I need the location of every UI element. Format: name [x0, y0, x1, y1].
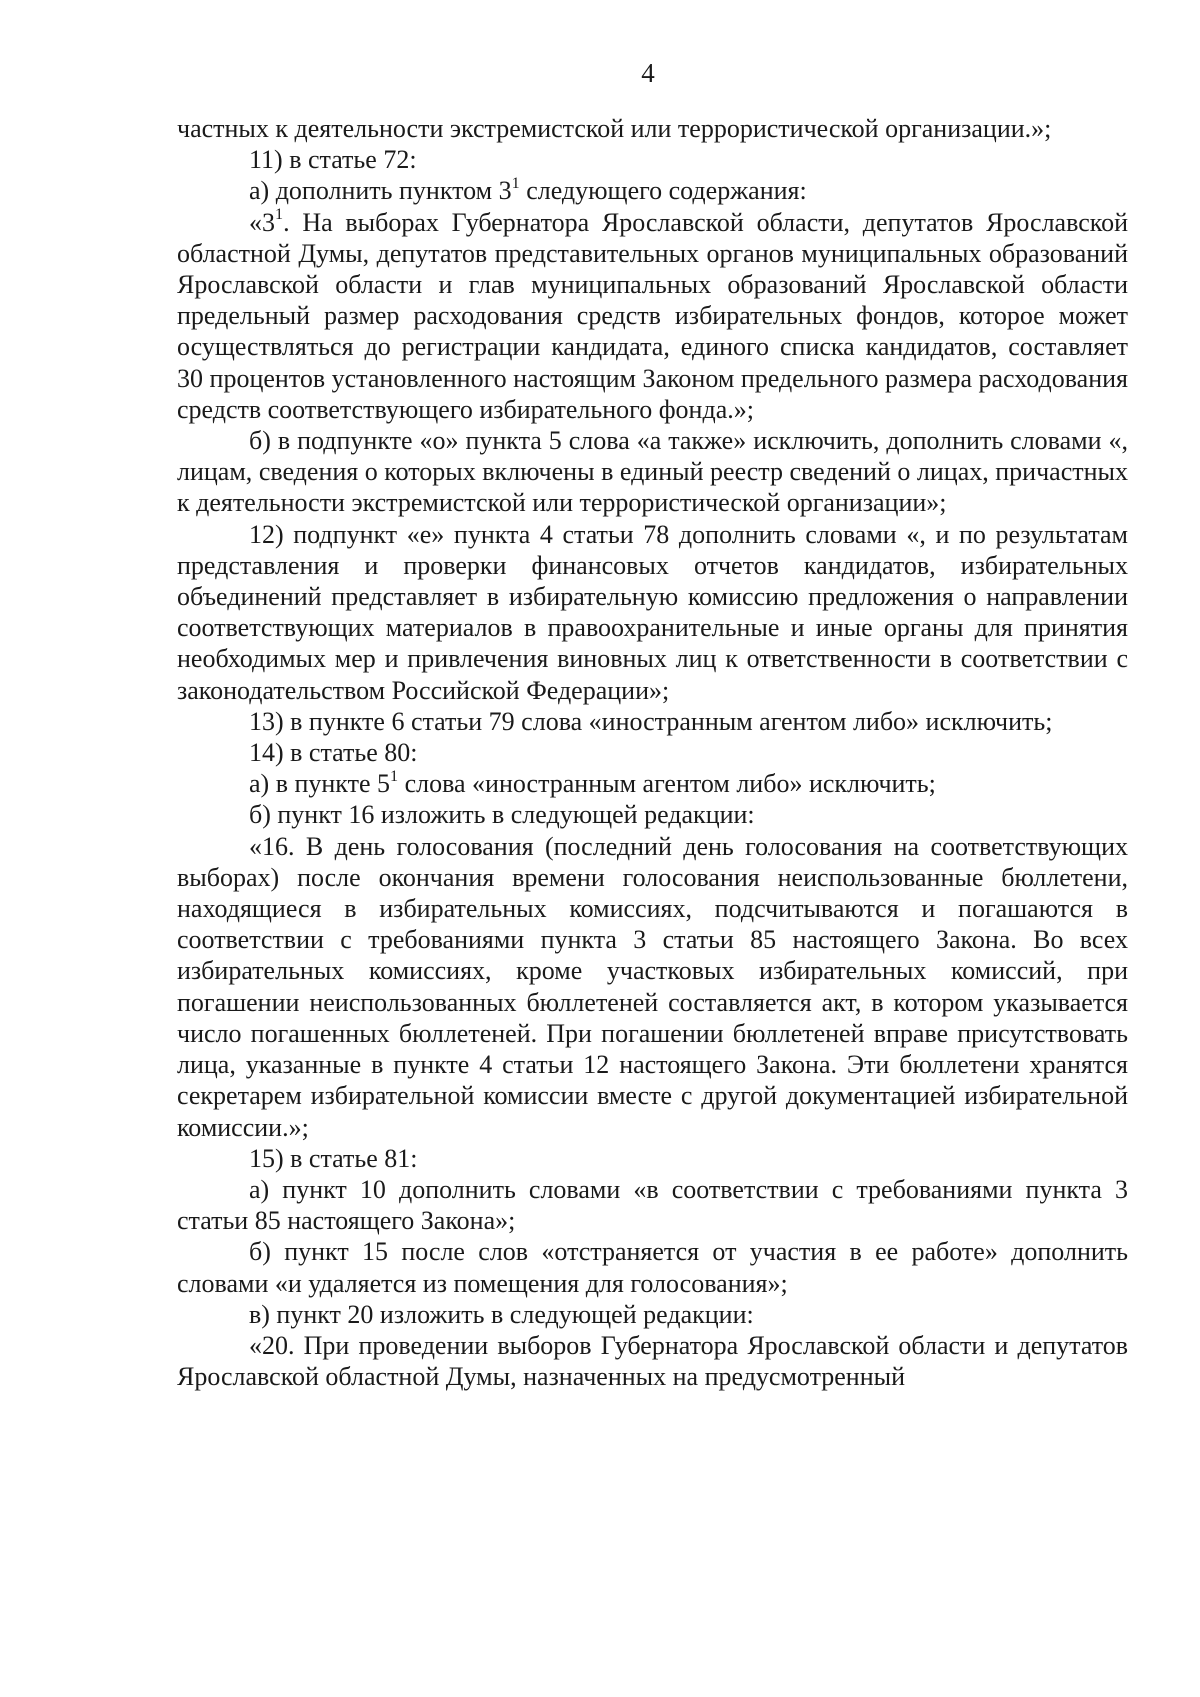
text-segment: «3: [249, 207, 275, 237]
paragraph-item-15: 15) в статье 81:: [249, 1143, 418, 1173]
paragraph-item-12: 12) подпункт «е» пункта 4 статьи 78 дополнить словами «, и по результатам представления и проверки финансовых отчетов кандидатов, избирательных объединений представляет в избирательную комиссию предложения о направлении соответствующих материалов в правоохранительные и иные органы для принятия необходимых мер и привлечения виновных лиц к ответственности в соответствии с законодательством Российской Федерации»;: [177, 519, 1128, 705]
superscript: 1: [275, 206, 284, 224]
paragraph-quote-3-1: [177, 207, 1128, 425]
text-segment: . На выборах Губернатора Ярославской области, депутатов Ярославской областной Думы, депутатов представительных органов муниципальных образований Ярославской области и глав муниципальных образований Ярославской области предельный размер расходования средств избирательных фондов, которое может осуществляться до регистрации кандидата, единого списка кандидатов, составляет 30 процентов установленного настоящим Законом предельного размера расходования средств соответствующего избирательного фонда.»;: [177, 207, 1128, 424]
text-segment: следующего содержания:: [519, 176, 807, 206]
paragraph-item-15v: в) пункт 20 изложить в следующей редакции:: [249, 1299, 754, 1329]
text-segment: а) в пункте 5: [249, 769, 390, 799]
paragraph-item-11a: [177, 175, 1128, 206]
paragraph-item-15a: а) пункт 10 дополнить словами «в соответствии с требованиями пункта 3 статьи 85 настоящего Закона»;: [177, 1174, 1128, 1236]
paragraph-quote-20: «20. При проведении выборов Губернатора Ярославской области и депутатов Ярославской областной Думы, назначенных на предусмотренный: [177, 1330, 1128, 1392]
text-segment: слова «иностранным агентом либо» исключить;: [398, 769, 936, 799]
paragraph-item-13: 13) в пункте 6 статьи 79 слова «иностранным агентом либо» исключить;: [249, 706, 1053, 736]
paragraph-item-14b: б) пункт 16 изложить в следующей редакции:: [249, 800, 755, 830]
superscript: 1: [390, 768, 399, 785]
document-body: [177, 113, 1128, 1392]
paragraph-continuation: частных к деятельности экстремистской или террористической организации.»;: [177, 114, 1052, 143]
page-number: 4: [641, 58, 655, 88]
superscript: 1: [511, 175, 520, 193]
paragraph-item-14: 14) в статье 80:: [249, 738, 418, 768]
paragraph-item-14a: [177, 768, 1128, 799]
paragraph-quote-16: «16. В день голосования (последний день голосования на соответствующих выборах) после окончания времени голосования неиспользованные бюллетени, находящиеся в избирательных комиссиях, подсчитываются и погашаются в соответствии с требованиями пункта 3 статьи 85 настоящего Закона. Во всех избирательных комиссиях, кроме участковых избирательных комиссий, при погашении неиспользованных бюллетеней составляется акт, в котором указывается число погашенных бюллетеней. При погашении бюллетеней вправе присутствовать лица, указанные в пункте 4 статьи 12 настоящего Закона. Эти бюллетени хранятся секретарем избирательной комиссии вместе с другой документацией избирательной комиссии.»;: [177, 831, 1128, 1142]
paragraph-item-15b: б) пункт 15 после слов «отстраняется от участия в ее работе» дополнить словами «и удаляется из помещения для голосования»;: [177, 1237, 1128, 1298]
text-segment: а) дополнить пунктом 3: [249, 176, 512, 206]
paragraph-item-11: 11) в статье 72:: [249, 145, 417, 175]
paragraph-item-11b: б) в подпункте «о» пункта 5 слова «а также» исключить, дополнить словами «, лицам, сведения о которых включены в единый реестр сведений о лицах, причастных к деятельности экстремистской или террористической организации»;: [177, 426, 1128, 518]
